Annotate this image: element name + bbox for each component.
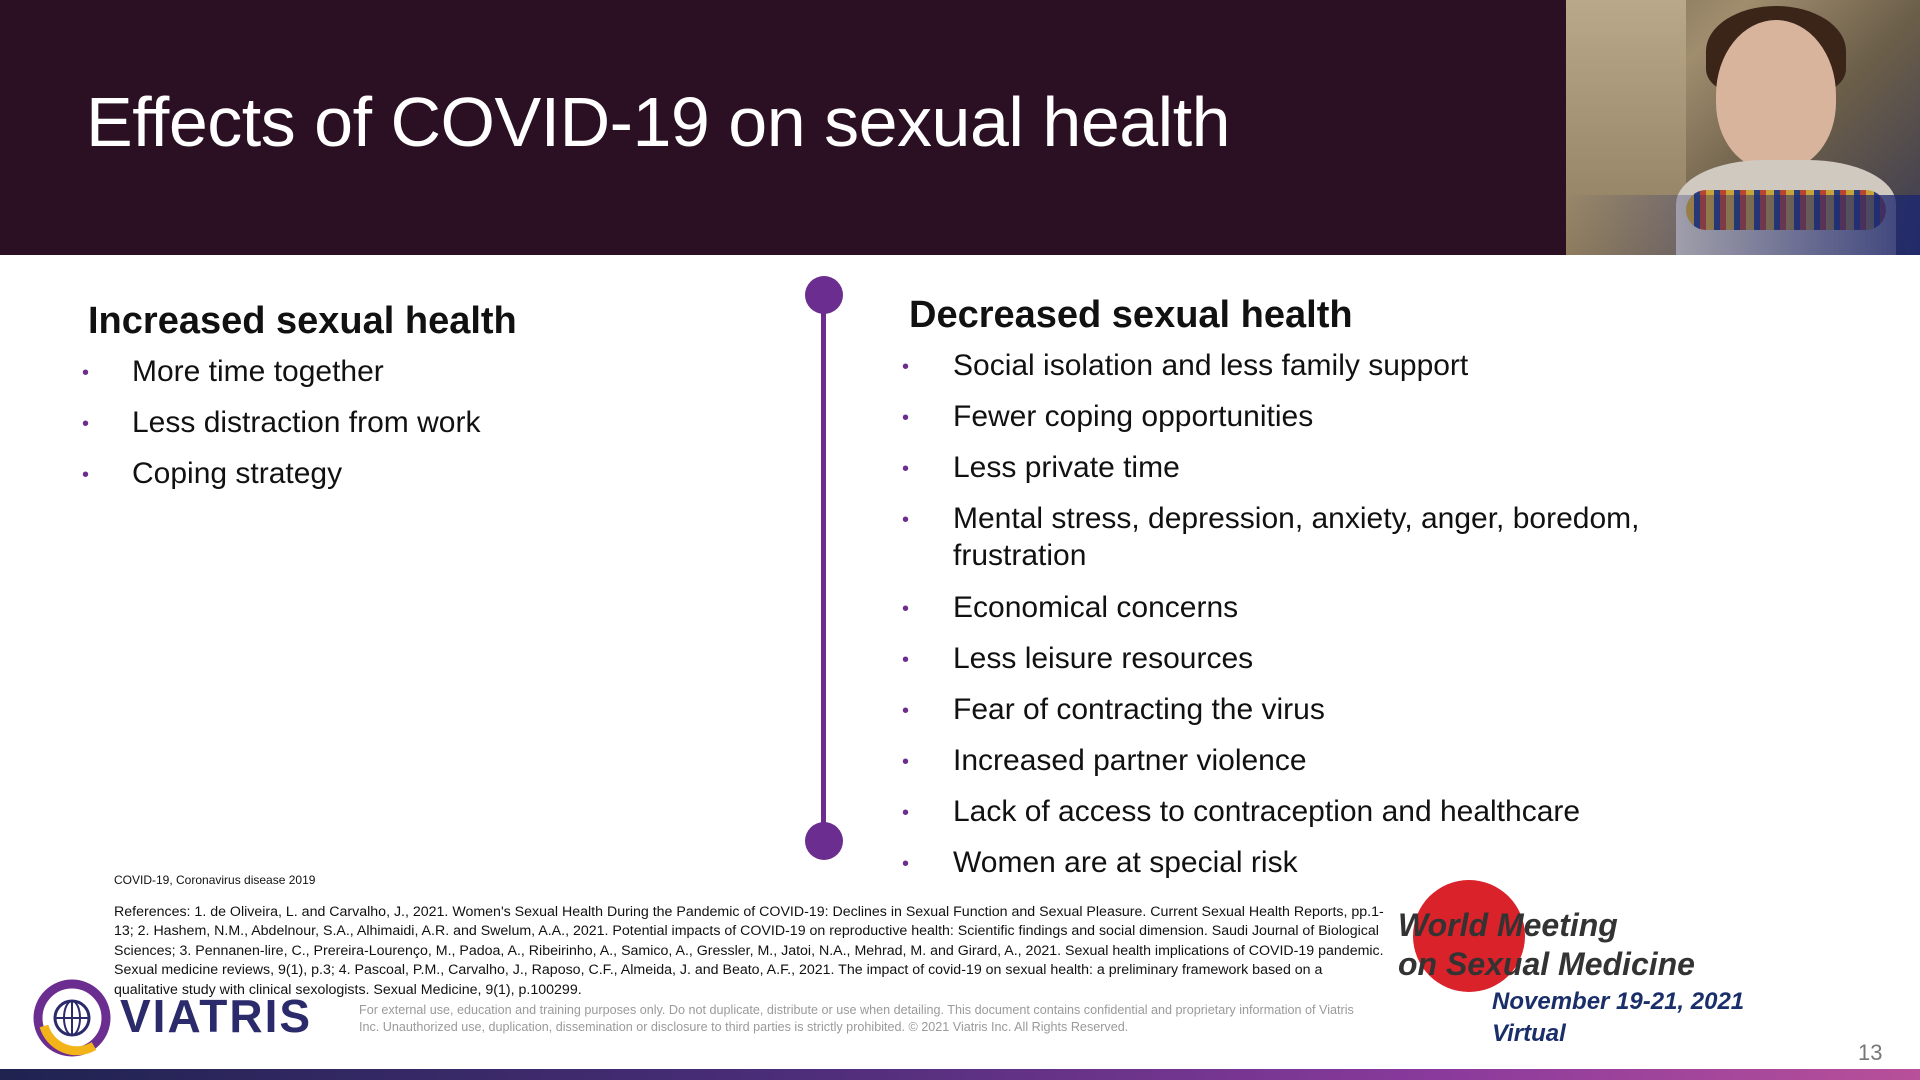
bullet-icon: • — [82, 413, 90, 435]
references: References: 1. de Oliveira, L. and Carvalho, J., 2021. Women's Sexual Health During the Pandemic of COVID-19: Declines in Sexual Function and Sexual Pleasure. Current Sexual Health Reports, pp.1-13; 2. Hashem, N.M., Abdelnour, S.A., Alhimaidi, A.R. and Swelum, A.A., 2021. Potential impacts of COVID-19 on reproductive health: Scientific findings and social dimension. Saudi Journal of Biological Sciences; 3. Pennanen-lire, C., Prereira-Lourenço, M., Padoa, A., Ribeirinho, A., Samico, A., Gressler, M., Jatoi, N.A., Mehrad, M. and Girard, A., 2021. Sexual health implications of COVID-19 pandemic. Sexual medicine reviews, 9(1), p.3; 4. Pascoal, P.M., Carvalho, J., Raposo, C.F., Almeida, J. and Beato, A.F., 2021. The impact of covid-19 on sexual health: a preliminary framework based on a qualitative study with clinical sexologists. Sexual Medicine, 9(1), p.100299. — [114, 904, 1384, 998]
bullet-icon: • — [902, 751, 910, 773]
list-item: • Fewer coping opportunities — [902, 398, 1722, 449]
timeline-divider — [821, 293, 826, 841]
decreased-heading: Decreased sexual health — [909, 294, 1353, 336]
list-item: • Less distraction from work — [82, 404, 480, 455]
bullet-icon: • — [902, 407, 910, 429]
event-dates: November 19-21, 2021 — [1492, 988, 1745, 1015]
page-number: 13 — [1858, 1040, 1883, 1065]
bullet-icon: • — [902, 598, 910, 620]
decreased-list — [902, 347, 1722, 895]
bottom-accent-bar — [0, 1069, 1920, 1080]
bullet-icon: • — [902, 802, 910, 824]
bullet-icon: • — [902, 458, 910, 480]
slide-title: Effects of COVID-19 on sexual health — [86, 83, 1231, 161]
presenter-webcam-video — [1566, 0, 1920, 255]
bullet-icon: • — [82, 362, 90, 384]
list-item: • Less private time — [902, 449, 1722, 500]
event-format: Virtual — [1492, 1020, 1566, 1047]
bullet-icon: • — [902, 853, 910, 875]
disclaimer: For external use, education and training purposes only. Do not duplicate, distribute or use when detailing. This document contains confidential and proprietary information of Viatris Inc. Unauthorized use, duplication, dissemination or disclosure to third parties is strictly prohibited. © 2021 Viatris Inc. All Rights Reserved. — [359, 1003, 1354, 1034]
list-item: • Lack of access to contraception and healthcare — [902, 793, 1722, 844]
increased-heading: Increased sexual health — [88, 300, 517, 342]
bullet-icon: • — [902, 700, 910, 722]
timeline-top-dot — [805, 276, 843, 314]
event-name-line1: World Meeting — [1398, 907, 1618, 943]
timeline-bottom-dot — [805, 822, 843, 860]
list-item: • Increased partner violence — [902, 742, 1722, 793]
list-item: • Less leisure resources — [902, 640, 1722, 691]
bullet-icon: • — [82, 464, 90, 486]
viatris-brand-name: VIATRIS — [120, 990, 313, 1042]
list-item: • More time together — [82, 353, 480, 404]
bullet-icon: • — [902, 509, 910, 531]
list-item: • Women are at special risk — [902, 844, 1722, 895]
bullet-icon: • — [902, 356, 910, 378]
list-item: • Fear of contracting the virus — [902, 691, 1722, 742]
list-item: • Economical concerns — [902, 589, 1722, 640]
list-item: • Social isolation and less family support — [902, 347, 1722, 398]
bullet-icon: • — [902, 649, 910, 671]
list-item: • Mental stress, depression, anxiety, anger, boredom, frustration — [902, 502, 1640, 572]
event-name-line2: on Sexual Medicine — [1398, 946, 1695, 982]
abbreviation-note: COVID-19, Coronavirus disease 2019 — [114, 873, 316, 887]
increased-list — [82, 353, 480, 506]
list-item: • Coping strategy — [82, 455, 480, 506]
